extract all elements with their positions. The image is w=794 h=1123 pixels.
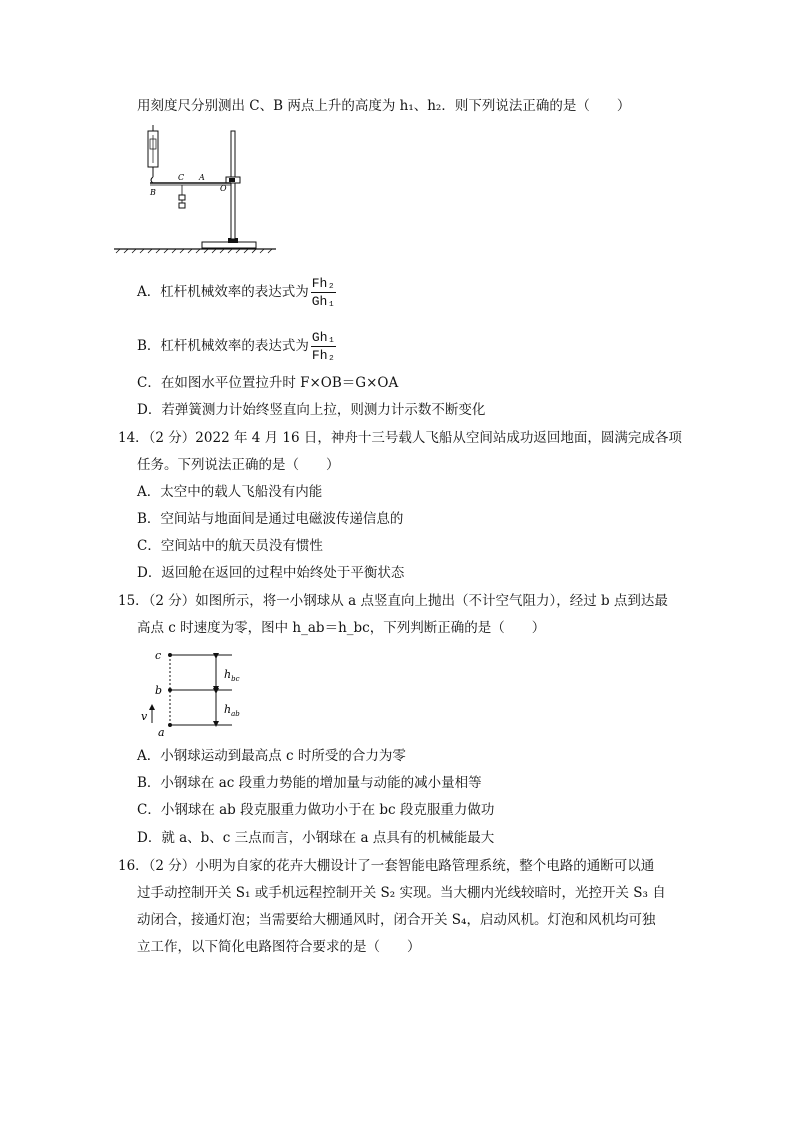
q13-option-b-fraction (311, 330, 336, 363)
q13-option-b (137, 330, 336, 363)
q13-option-d: D．若弹簧测力计始终竖直向上拉，则测力计示数不断变化 (137, 402, 486, 418)
lever-label-B: B (150, 188, 156, 197)
point-label-c: c (155, 649, 162, 662)
q13-option-a-numerator: Fh₂ (311, 276, 336, 291)
q15-option-c: C．小钢球在 ab 段克服重力做功小于在 bc 段克服重力做功 (137, 802, 495, 818)
q16-stem-line1: 16．（2 分）小明为自家的花卉大棚设计了一套智能电路管理系统，整个电路的通断可以通 (118, 858, 655, 874)
q13-option-a-fraction (311, 276, 336, 309)
point-label-b: b (155, 684, 163, 697)
q14-stem-line2: 任务。下列说法正确的是（ ） (137, 457, 340, 473)
q13-option-a-prefix: A．杠杆机械效率的表达式为 (137, 284, 309, 300)
lever-label-O: O (220, 184, 227, 193)
q16-stem-line3: 动闭合，接通灯泡；当需要给大棚通风时，闭合开关 S₄，启动风机。灯泡和风机均可独 (137, 912, 656, 928)
q15-stem-line1: 15．（2 分）如图所示，将一小钢球从 a 点竖直向上抛出（不计空气阻力），经过 b 点到达最 (118, 593, 668, 609)
q14-option-d: D．返回舱在返回的过程中始终处于平衡状态 (137, 565, 405, 581)
q15-option-d: D．就 a、b、c 三点而言，小钢球在 a 点具有的机械能最大 (137, 830, 495, 846)
q13-option-a-denominator: Gh₁ (311, 294, 336, 309)
point-label-a: a (158, 726, 165, 739)
q14-option-a: A．太空中的载人飞船没有内能 (137, 484, 323, 500)
q14-stem-line1: 14．（2 分）2022 年 4 月 16 日，神舟十三号载人飞船从空间站成功返回地面，圆满完成各项 (118, 430, 682, 446)
height-label-hab: $h_{ab}$ (224, 703, 240, 718)
lever-label-A: A (199, 173, 205, 182)
q15-option-a: A．小钢球运动到最高点 c 时所受的合力为零 (137, 748, 406, 764)
height-label-hbc: $h_{bc}$ (224, 668, 240, 683)
q13-option-a (137, 276, 336, 309)
q13-option-b-numerator: Gh₁ (311, 330, 336, 345)
q13-option-b-prefix: B．杠杆机械效率的表达式为 (137, 338, 309, 354)
q13-option-c: C．在如图水平位置拉升时 F×OB＝G×OA (137, 375, 399, 391)
q13-option-b-denominator: Fh₂ (311, 348, 336, 363)
q14-option-b: B．空间站与地面间是通过电磁波传递信息的 (137, 511, 404, 527)
q14-option-c: C．空间站中的航天员没有惯性 (137, 538, 323, 554)
q16-stem-line4: 立工作，以下简化电路图符合要求的是（ ） (137, 939, 421, 955)
velocity-label-v: v (141, 710, 148, 723)
q13-intro: 用刻度尺分别测出 C、B 两点上升的高度为 h₁、h₂．则下列说法正确的是（ ） (137, 98, 631, 114)
q15-option-b: B．小钢球在 ac 段重力势能的增加量与动能的减小量相等 (137, 775, 482, 791)
lever-figure (110, 125, 280, 255)
lever-label-C: C (178, 173, 185, 182)
q16-stem-line2: 过手动控制开关 S₁ 或手机远程控制开关 S₂ 实现。当大棚内光线较暗时，光控开关 S₃ 自 (137, 885, 666, 901)
q15-stem-line2: 高点 c 时速度为零，图中 h_ab＝h_bc，下列判断正确的是（ ） (137, 620, 546, 636)
ball-height-figure (138, 645, 258, 740)
